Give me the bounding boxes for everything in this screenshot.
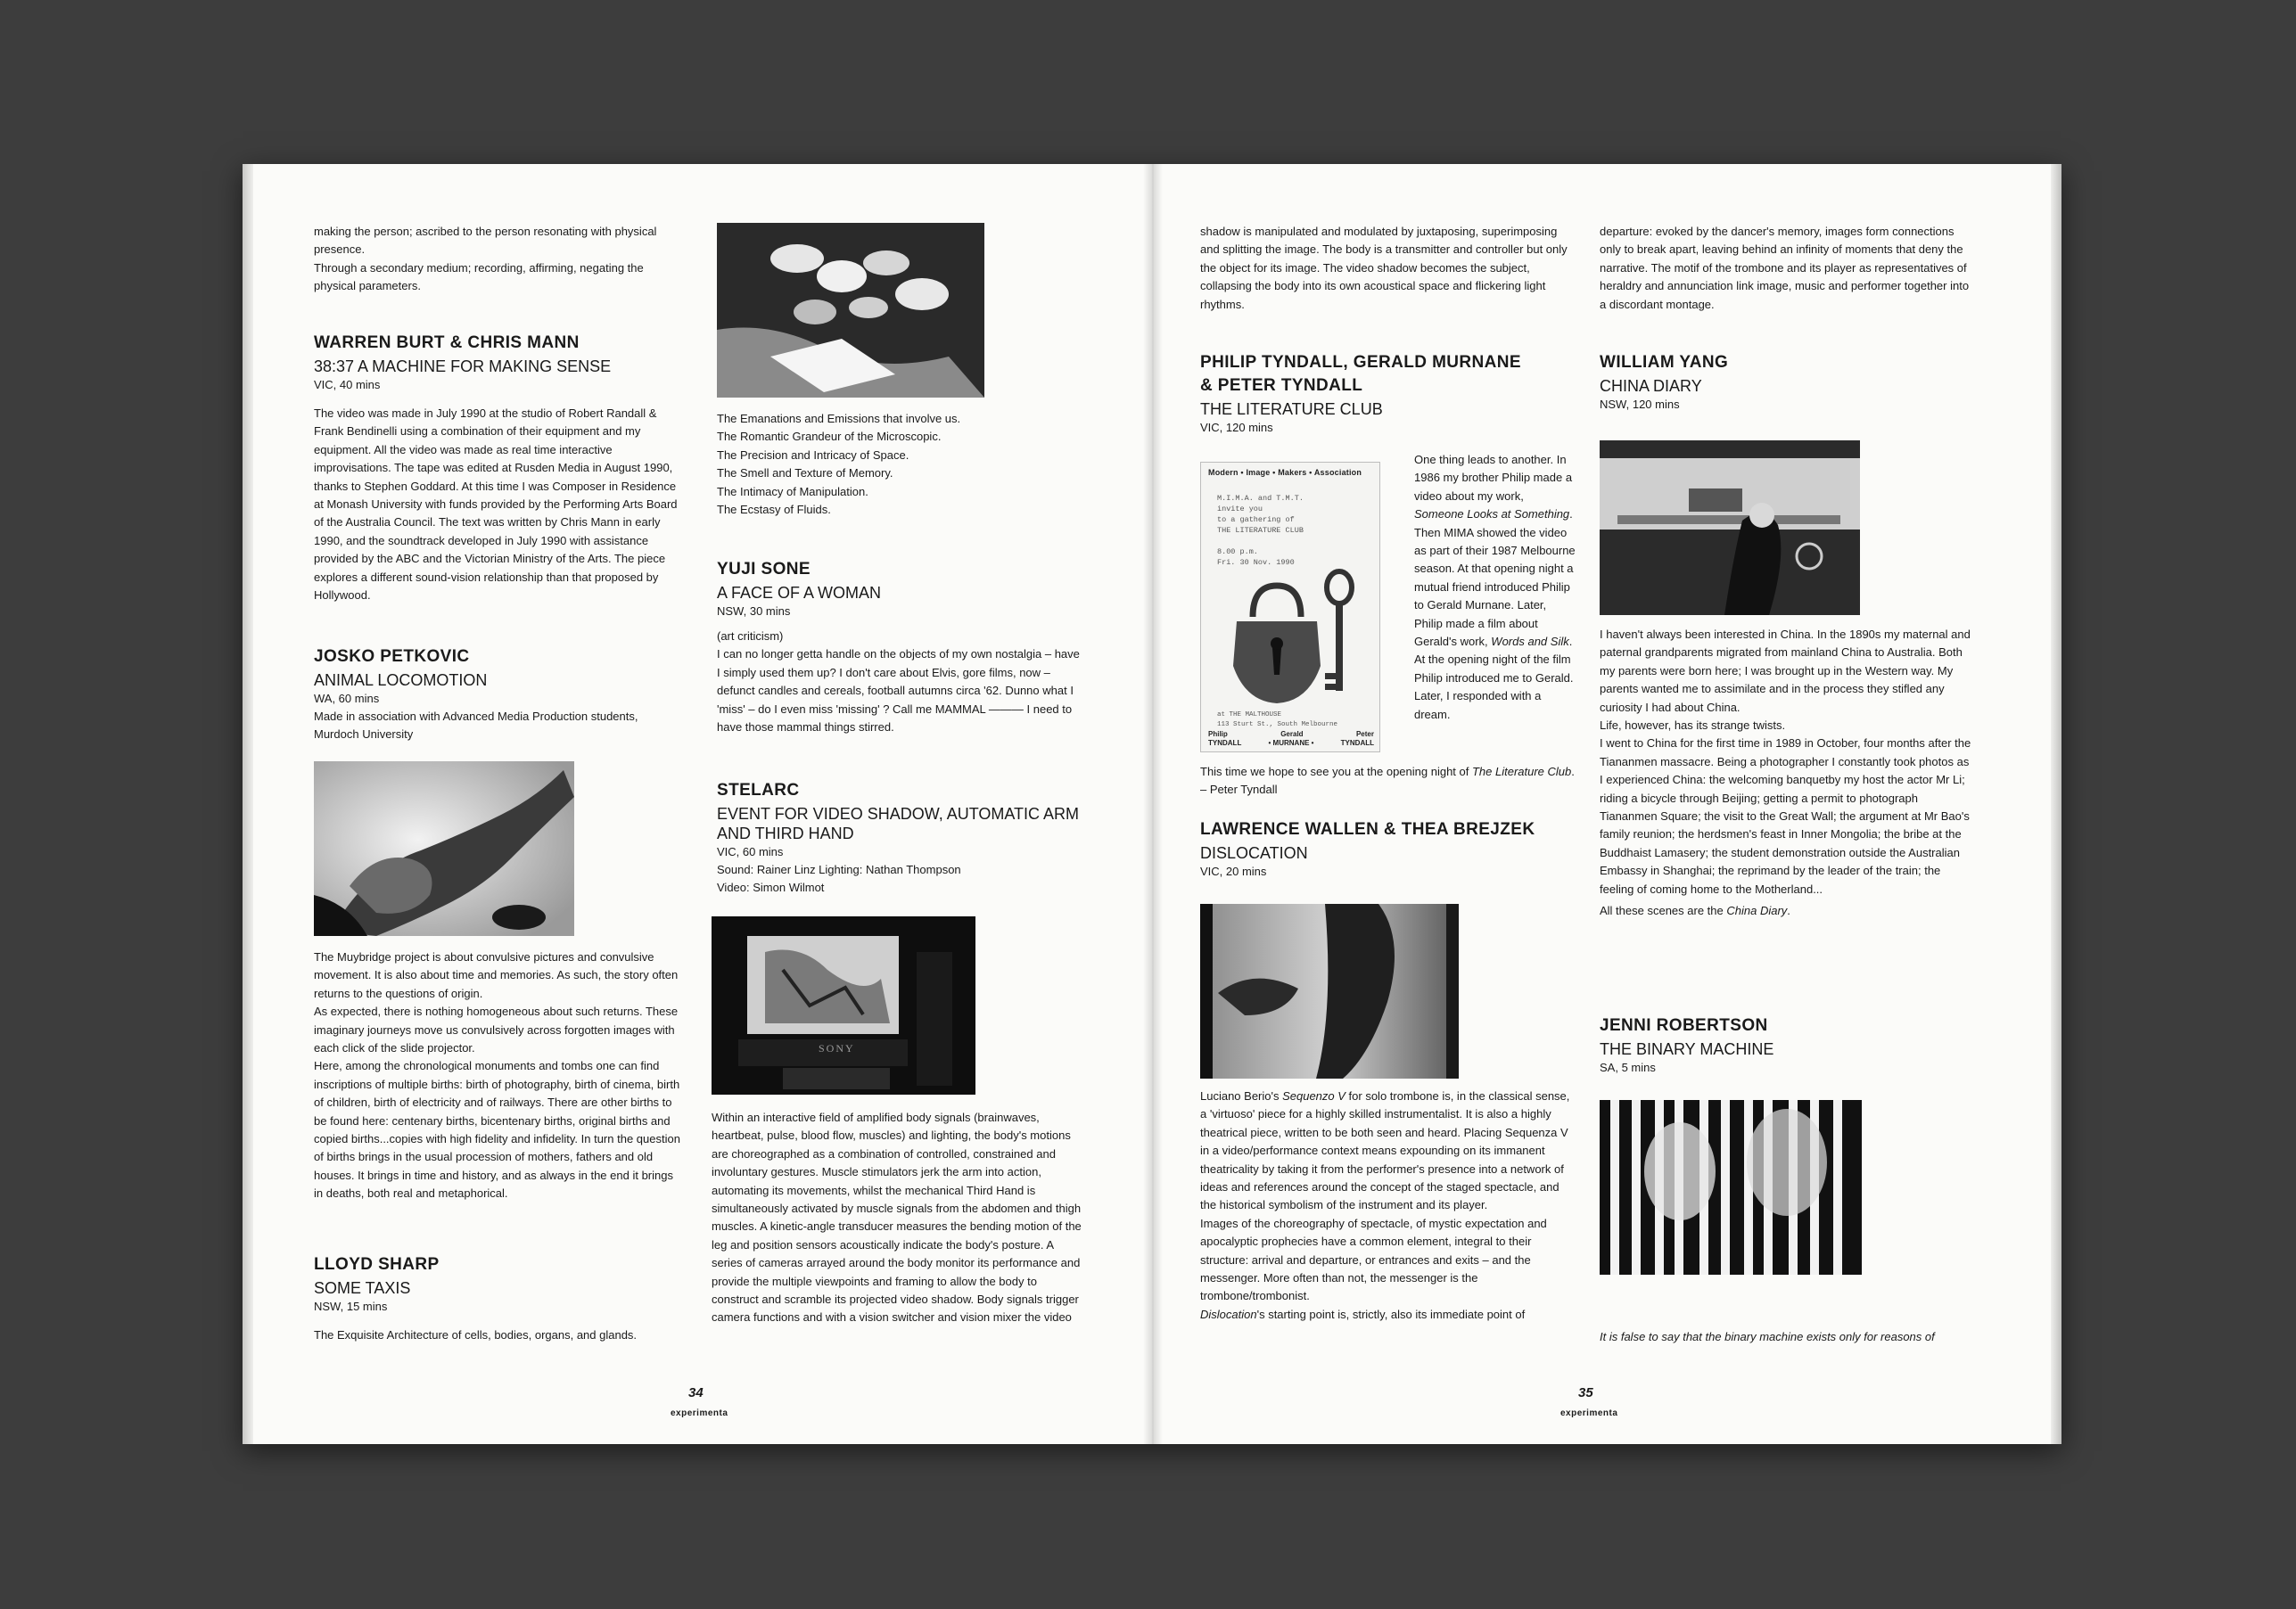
list-item: The Precision and Intricacy of Space.	[717, 447, 909, 462]
artist-name: & PETER TYNDALL	[1200, 376, 1363, 395]
entry-body: The Muybridge project is about convulsive pictures and convulsive movement. It is also about time and memories. As such, the story often returns to the questions of origin.	[314, 950, 679, 1000]
entry-body: I went to China for the first time in 1989 in October, four months after the Tiananmen massacre. Being a photographer I constantly took photos as I experienced China: the welcoming banquetby my host the actor Mr Li; riding a bicycle through Beijing; getting a permit to photograph Tiananmen Square; the visit to the Great Wall; the argument at Mr Bao's family reunion; the herdsmen's feast in Inner Mongolia; the bribe at the Buddhaist Lamasery; the student demonstration outside the Australian Embassy in Shanghai; the reprimand by the leader of the train; the feeling of coming home to the Motherland...	[1600, 736, 1971, 896]
footer-right: experimenta	[1560, 1408, 1618, 1418]
binary-machine-photo	[1600, 1100, 1862, 1275]
entry-body: The video was made in July 1990 at the studio of Robert Randall & Frank Bendinelli using a combination of their equipment and my equipment. All the video was made as real time interactive improvisations. The tape was edited at Rusden Media in August 1990, thanks to Stephen Goddard. At this time I was Composer in Residence at Monash University with funds provided by the Performing Arts Board of the Australia Council. The text was written by Chris Mann in early 1990, and the soundtrack developed in July 1990 with assistance provided by the ABC and the Victorian Ministry of the Arts. The piece explores a different sound-vision relationship than that proposed by Hollywood.	[314, 406, 678, 603]
invitation-lines	[1217, 493, 1304, 568]
entry-burt-mann	[314, 332, 685, 604]
invitation-line: 113 Sturt St., South Melbourne	[1217, 721, 1338, 728]
invitation-header: Modern • Image • Makers • Association	[1208, 468, 1362, 477]
work-title: THE BINARY MACHINE	[1600, 1040, 1774, 1058]
list-item: The Ecstasy of Fluids.	[717, 503, 831, 517]
invitation-venue	[1217, 710, 1337, 730]
artist-name: LLOYD SHARP	[314, 1255, 440, 1274]
entry-body: Images of the choreography of spectacle, of mystic expectation and apocalyptic prophecies have a common element, integral to their structure: arrival and departure, or entrances and exits – and the messenger. More often than not, the messenger is the trombone/trombonist.	[1200, 1216, 1547, 1303]
microscopic-photo	[717, 223, 984, 398]
work-credits: Video: Simon Wilmot	[717, 881, 825, 894]
work-meta: VIC, 120 mins	[1200, 421, 1273, 434]
right-page-edge	[2051, 164, 2061, 1444]
page-number-right: 35	[1578, 1385, 1593, 1400]
left-column-1	[314, 223, 685, 296]
entry-body: As expected, there is nothing homogeneous about such returns. These imaginary journeys move us convulsively across forgotten images with each click of the slide projector.	[314, 1005, 679, 1055]
entry-body: Life, however, has its strange twists.	[1600, 718, 1786, 733]
intro-text: making the person; ascribed to the person resonating with physical presence.	[314, 225, 657, 257]
invitation-line: M.I.M.A. and T.M.T.	[1217, 494, 1304, 503]
entry-body: I haven't always been interested in China. In the 1890s my maternal and paternal grandparents migrated from mainland China to Australia. Both my parents were born here; I was brought up in the Western way. My parents wanted me to assimilate and in the process they stifled any curiosity I had about China.	[1600, 628, 1971, 714]
entry-body: All these scenes are the China Diary.	[1600, 904, 1790, 918]
entry-robertson	[1600, 1014, 1974, 1077]
dislocation-illustration	[1200, 904, 1459, 1079]
right-column-2	[1600, 223, 1974, 314]
entry-yang	[1600, 351, 1974, 414]
tyndall-body	[1414, 451, 1576, 724]
work-meta: NSW, 30 mins	[717, 604, 791, 618]
video-screen-illustration	[712, 916, 975, 1095]
binary-machine-illustration	[1600, 1100, 1862, 1275]
invitation-name: Philip	[1208, 730, 1228, 738]
book-gutter	[1143, 164, 1163, 1444]
page-number-left: 34	[688, 1385, 704, 1400]
entry-petkovic	[314, 645, 685, 744]
invitation-line: 8.00 p.m.	[1217, 547, 1258, 556]
artist-name: STELARC	[717, 781, 800, 800]
sony-label: SONY	[819, 1042, 855, 1055]
entry-wallen	[1200, 818, 1575, 881]
artist-name: JENNI ROBERTSON	[1600, 1016, 1768, 1035]
padlock-key-illustration	[1228, 568, 1362, 710]
entry-stelarc	[717, 779, 1082, 897]
entry-body: shadow is manipulated and modulated by juxtaposing, superimposing and splitting the image. The body is a transmitter and controller but only the object for its image. The video shadow becomes the subject, collapsing the body into its own acoustical space and flickering light rhythms.	[1200, 225, 1568, 311]
robertson-caption	[1600, 1328, 1974, 1346]
work-meta: SA, 5 mins	[1600, 1061, 1656, 1074]
list-item: The Smell and Texture of Memory.	[717, 466, 893, 480]
china-diary-illustration	[1600, 440, 1860, 615]
entry-body: The Exquisite Architecture of cells, bodies, organs, and glands.	[314, 1328, 638, 1342]
invitation-names	[1208, 730, 1374, 748]
entry-body: Luciano Berio's Sequenzo V for solo trombone is, in the classical sense, a 'virtuoso' piece for a highly skilled instrumentalist. It is also a highly theatrical piece, written to be both seen and heard. Placing Sequenza V in a video/performance context means expounding on its immanent theatricality by taking it from the performer's presence into a network of ideas and references around the concept of the staged spectacle, and the historical symbolism of the instrument and its player.	[1200, 1089, 1570, 1212]
entry-body: (art criticism)	[717, 629, 784, 643]
invitation-line: at THE MALTHOUSE	[1217, 711, 1282, 718]
stelarc-photo	[712, 916, 975, 1095]
work-title: CHINA DIARY	[1600, 377, 1702, 395]
right-column-1	[1200, 223, 1575, 314]
dislocation-photo	[1200, 904, 1459, 1079]
intro-text: Through a secondary medium; recording, affirming, negating the physical parameters.	[314, 260, 644, 293]
invitation-line: Fri. 30 Nov. 1990	[1217, 558, 1295, 567]
literature-club-invitation	[1200, 462, 1380, 752]
work-title: AND THIRD HAND	[717, 825, 854, 842]
work-title: EVENT FOR VIDEO SHADOW, AUTOMATIC ARM	[717, 805, 1080, 823]
entry-sone	[717, 558, 1082, 736]
invitation-name: TYNDALL	[1208, 739, 1242, 747]
work-title: A FACE OF A WOMAN	[717, 584, 882, 602]
work-title: ANIMAL LOCOMOTION	[314, 671, 488, 689]
list-item: The Intimacy of Manipulation.	[717, 484, 868, 498]
emanations-list	[717, 410, 1082, 519]
work-meta: WA, 60 mins	[314, 692, 380, 705]
footer-left: experimenta	[671, 1408, 728, 1418]
entry-body: Here, among the chronological monuments and tombs one can find inscriptions of multiple births: birth of photography, birth of cinema, birth of children, birth of electricity and of railways. There are other births to be found here: centenary births, bicentenary births, original births and copied births...copies with high fidelity and infidelity. In turn the question of births brings in the usual procession of mothers, fathers and old houses. It brings in time and history, and as always in the end it brings in deaths, both real and metaphorical.	[314, 1059, 680, 1201]
work-note: Made in association with Advanced Media Production students, Murdoch University	[314, 710, 638, 742]
entry-body: Within an interactive field of amplified body signals (brainwaves, heartbeat, pulse, blood flow, muscles) and lighting, the body's motions are choreographed as a combination of controlled, constrained and involuntary gestures. Muscle stimulators jerk the arm into action, automating its movements, whilst the mechanical Third Hand is simultaneously activated by muscle signals from the abdomen and thigh muscles. A kinetic-angle transducer measures the bending motion of the leg and position sensors acoustically indicate the body's posture. A series of cameras arrayed around the body monitor its performance and provide the multiple viewpoints and framing to allow the body to construct and scramble its projected video shadow. Body signals trigger camera functions and with a vision switcher and vision mixer the video	[712, 1111, 1082, 1325]
invitation-name: Peter	[1355, 730, 1374, 738]
work-title: SOME TAXIS	[314, 1279, 411, 1297]
invitation-line: THE LITERATURE CLUB	[1217, 526, 1304, 535]
artist-name: JOSKO PETKOVIC	[314, 647, 470, 666]
list-item: The Romantic Grandeur of the Microscopic.	[717, 430, 942, 444]
stelarc-body	[712, 1109, 1082, 1327]
left-page-edge	[243, 164, 253, 1444]
artist-name: WILLIAM YANG	[1600, 353, 1729, 372]
work-meta: VIC, 40 mins	[314, 378, 381, 391]
artist-name: PHILIP TYNDALL, GERALD MURNANE	[1200, 353, 1521, 372]
entry-body: One thing leads to another. In 1986 my brother Philip made a video about my work, Someone Looks at Something. Then MIMA showed the video as part of their 1987 Melbourne season. At that opening night a mutual friend introduced Philip to Gerald Murnane. Later, Philip made a film about Gerald's work, Words and Silk. At the opening night of the film Philip introduced me to Gerald. Later, I responded with a dream.	[1414, 453, 1576, 721]
artist-name: WARREN BURT & CHRIS MANN	[314, 333, 580, 352]
figure-illustration	[314, 761, 574, 936]
work-meta: VIC, 60 mins	[717, 845, 784, 858]
entry-sharp	[314, 1253, 685, 1344]
entry-body: departure: evoked by the dancer's memory, images form connections only to break apart, leaving behind an infinity of moments that deny the narrative. The motif of the trombone and its player as representatives of heraldry and annunciation link image, music and performer together into a discordant montage.	[1600, 225, 1970, 311]
invitation-line: to a gathering of	[1217, 515, 1295, 524]
invitation-name: • MURNANE •	[1268, 739, 1314, 747]
petkovic-body	[314, 948, 685, 1203]
work-title: 38:37 A MACHINE FOR MAKING SENSE	[314, 357, 612, 375]
image-caption: It is false to say that the binary machine exists only for reasons of	[1600, 1330, 1935, 1343]
invitation-name: Gerald	[1280, 730, 1304, 738]
artist-name: YUJI SONE	[717, 560, 811, 579]
artist-name: LAWRENCE WALLEN & THEA BREJZEK	[1200, 820, 1535, 839]
invitation-line: invite you	[1217, 505, 1263, 513]
work-meta: NSW, 15 mins	[314, 1300, 388, 1313]
list-item: The Emanations and Emissions that involve us.	[717, 412, 961, 425]
yang-body	[1600, 626, 1974, 921]
book-spread	[243, 164, 2061, 1444]
work-title: DISLOCATION	[1200, 844, 1308, 862]
animal-locomotion-photo	[314, 761, 574, 936]
entry-body: I can no longer getta handle on the objects of my own nostalgia – have I simply used them up? I don't care about Elvis, gore films, now – defunct candles and cereals, football autumns circa '62. Dunno what I 'miss' – do I even miss 'missing' ? Call me MAMMAL ——— I need to have those mammal things stirred.	[717, 647, 1080, 735]
work-credits: Sound: Rainer Linz Lighting: Nathan Thompson	[717, 863, 961, 876]
work-title: THE LITERATURE CLUB	[1200, 400, 1383, 418]
work-meta: VIC, 20 mins	[1200, 865, 1267, 878]
invitation-name: TYNDALL	[1340, 739, 1374, 747]
china-diary-photo	[1600, 440, 1860, 615]
work-meta: NSW, 120 mins	[1600, 398, 1680, 411]
wallen-body	[1200, 1088, 1575, 1324]
tyndall-closing	[1200, 763, 1575, 800]
entry-tyndall	[1200, 351, 1575, 437]
entry-body: This time we hope to see you at the opening night of The Literature Club. – Peter Tyndall	[1200, 765, 1575, 797]
microscope-illustration	[717, 223, 984, 398]
entry-body: Dislocation's starting point is, strictly, also its immediate point of	[1200, 1307, 1526, 1321]
